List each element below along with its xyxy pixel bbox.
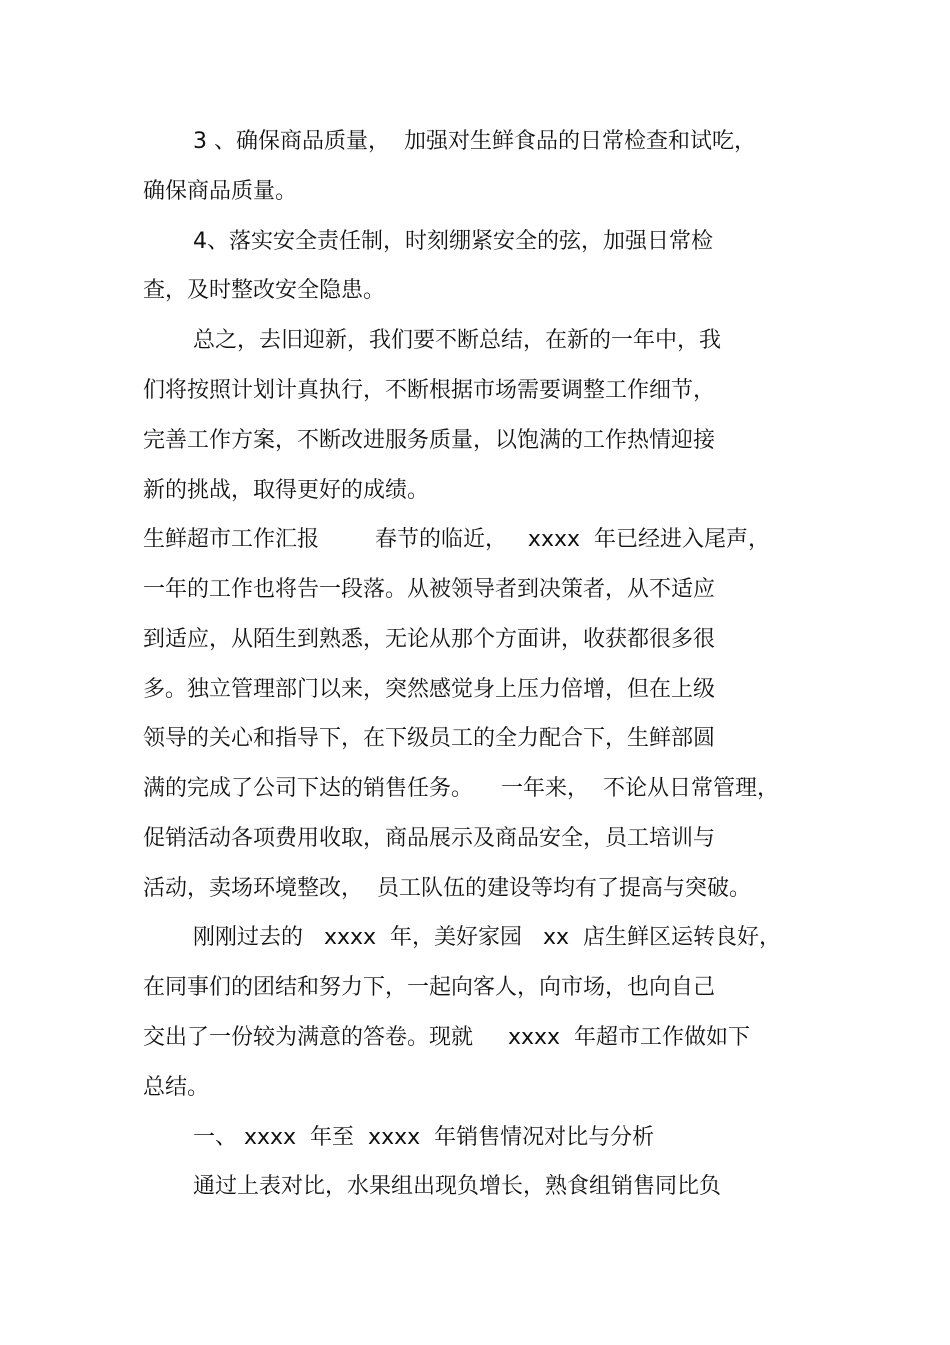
text-line: 在同事们的团结和努力下，一起向客人，向市场，也向自己 (143, 975, 716, 1000)
text-line: 多。独立管理部门以来，突然感觉身上压力倍增，但在上级 (143, 677, 716, 702)
text-line: 生鲜超市工作汇报 春节的临近， xxxx 年已经进入尾声， (143, 527, 770, 552)
text-line: 刚刚过去的 xxxx 年，美好家园 xx 店生鲜区运转良好， (193, 925, 782, 950)
text-line: 4、落实安全责任制，时刻绷紧安全的弦，加强日常检 (193, 229, 713, 254)
text-line: 交出了一份较为满意的答卷。现就 xxxx 年超市工作做如下 (143, 1025, 751, 1050)
text-line: 总结。 (143, 1075, 210, 1100)
text-line: 总之，去旧迎新，我们要不断总结，在新的一年中，我 (193, 328, 722, 353)
text-line: 完善工作方案，不断改进服务质量，以饱满的工作热情迎接 (143, 428, 716, 453)
text-line: 促销活动各项费用收取，商品展示及商品安全，员工培训与 (143, 826, 716, 851)
text-line: 一年的工作也将告一段落。从被领导者到决策者，从不适应 (143, 577, 716, 602)
text-line: 3 、确保商品质量， 加强对生鲜食品的日常检查和试吃， (193, 129, 756, 154)
text-line: 确保商品质量。 (143, 179, 298, 204)
text-line: 到适应，从陌生到熟悉，无论从那个方面讲，收获都很多很 (143, 627, 716, 652)
text-line: 通过上表对比，水果组出现负增长，熟食组销售同比负 (193, 1174, 722, 1199)
text-line: 新的挑战，取得更好的成绩。 (143, 478, 430, 503)
text-line: 活动，卖场环境整改， 员工队伍的建设等均有了提高与突破。 (143, 876, 751, 901)
section-heading: 一、 xxxx 年至 xxxx 年销售情况对比与分析 (193, 1125, 655, 1150)
text-line: 查，及时整改安全隐患。 (143, 278, 386, 303)
text-line: 满的完成了公司下达的销售任务。 一年来， 不论从日常管理， (143, 776, 779, 801)
text-line: 领导的关心和指导下，在下级员工的全力配合下，生鲜部圆 (143, 726, 716, 751)
text-line: 们将按照计划计真执行，不断根据市场需要调整工作细节， (143, 378, 716, 403)
